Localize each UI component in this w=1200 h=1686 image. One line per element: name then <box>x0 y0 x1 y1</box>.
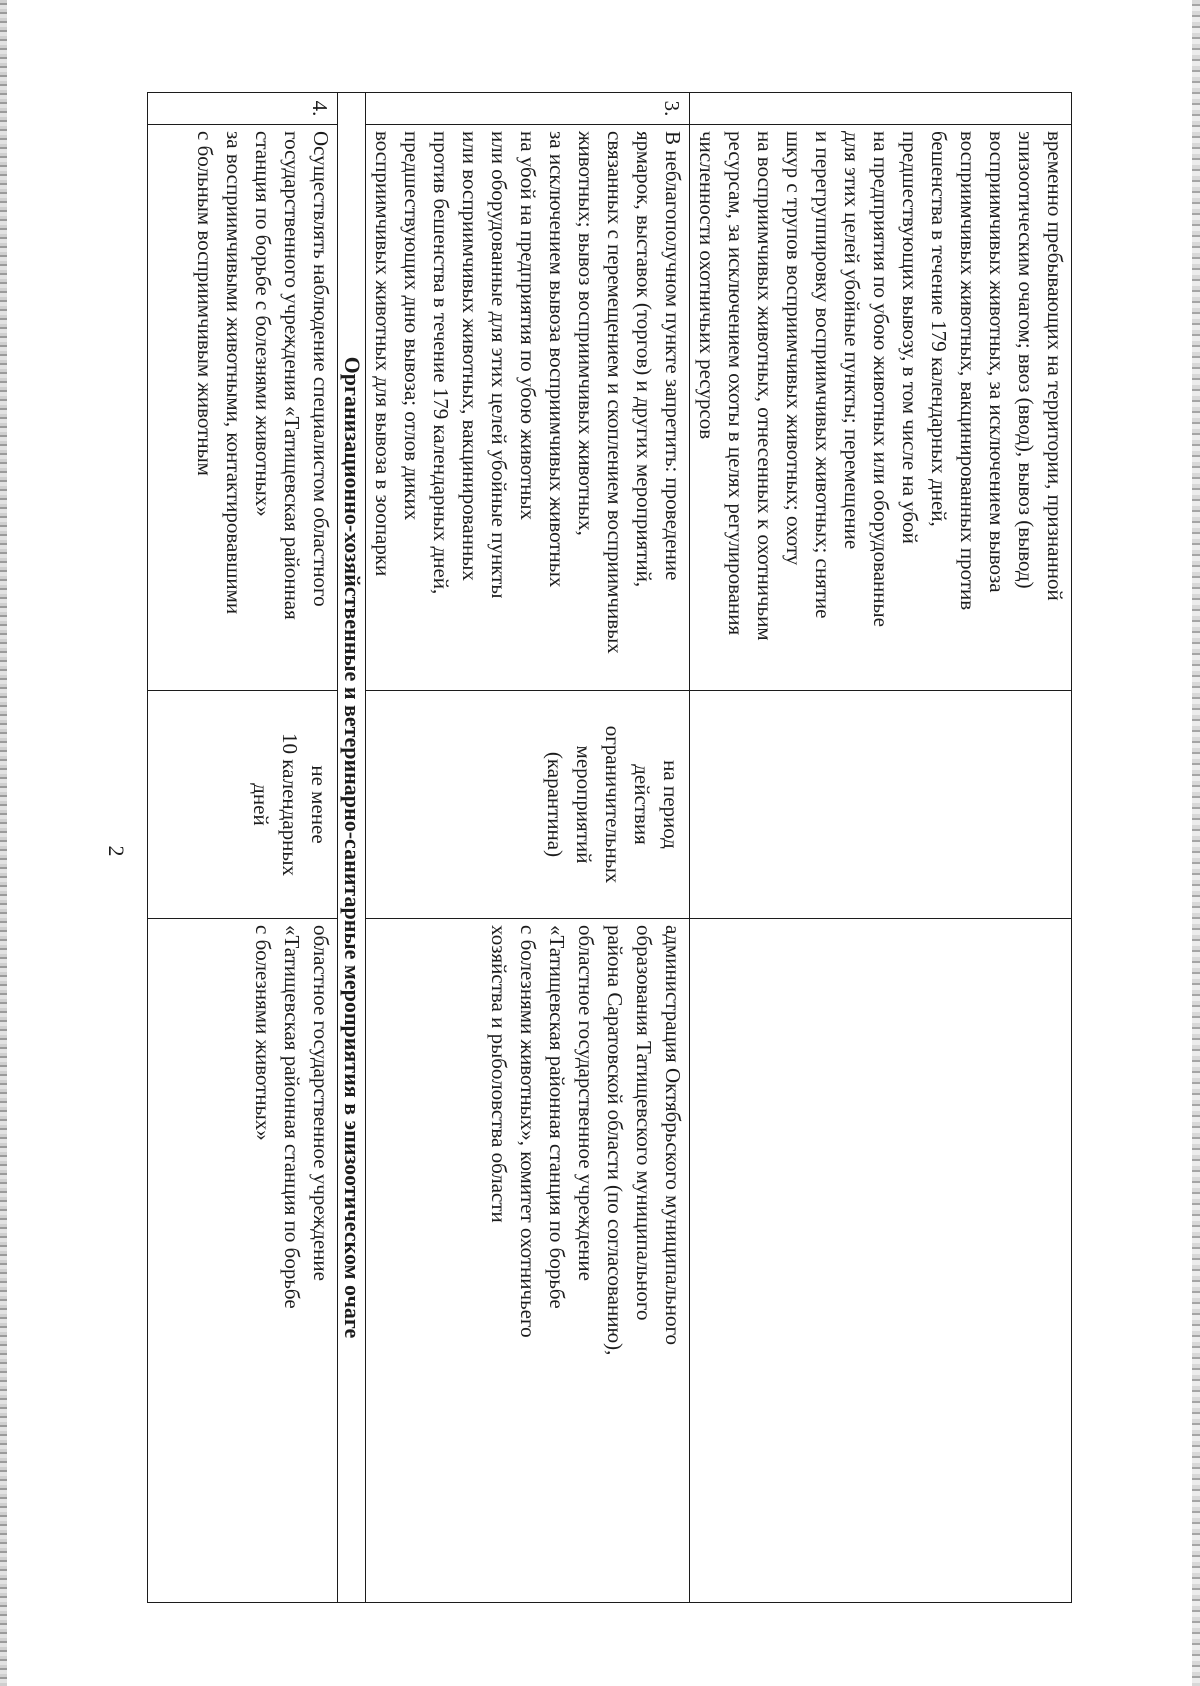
text-line: бешенства в течение 179 календарных дней, <box>927 131 951 527</box>
text-line: государственного учреждения «Татищевская районная <box>280 131 304 620</box>
page-number: 2 <box>104 845 129 857</box>
section-heading-row <box>338 93 366 1603</box>
text-line: на восприимчивых животных, отнесенных к охотничьим <box>753 131 777 641</box>
text-line: восприимчивых животных, вакцинированных против <box>956 131 980 611</box>
scan-edge-right <box>1192 0 1200 1686</box>
text-line: животных; вывоз восприимчивых животных, <box>574 131 598 536</box>
term-cell <box>366 691 690 919</box>
text-line: против бешенства в течение 179 календарных дней, <box>429 131 453 595</box>
text-line: «Татищевская районная станция по борьбе <box>545 925 569 1309</box>
text-line: с болезнями животных», комитет охотничьего <box>516 925 540 1338</box>
text-line: образования Татищевского муниципального <box>632 925 656 1321</box>
text-line: за восприимчивыми животными, контактировавшими <box>222 131 246 615</box>
measures-table <box>147 92 1072 1603</box>
text-line: станция по борьбе с болезнями животных» <box>251 131 275 517</box>
text-line: ограничительных <box>601 725 625 884</box>
text-line: с больным восприимчивым животным <box>193 131 217 476</box>
rotated-page-content <box>168 92 1072 1602</box>
text-line: предшествующих вывозу, в том числе на убой <box>898 131 922 544</box>
term-cell <box>690 691 1072 919</box>
text-line: областное государственное учреждение <box>309 925 333 1281</box>
table-row-4 <box>148 93 338 1603</box>
row-number-cell: 3. <box>366 93 690 125</box>
text-line: временно пребывающих на территории, признанной <box>1043 131 1067 601</box>
text-line: администрация Октябрьского муниципального <box>661 925 685 1346</box>
row-number-cell <box>690 93 1072 125</box>
measure-cell <box>690 125 1072 691</box>
text-line: или восприимчивых животных, вакцинированных <box>458 131 482 581</box>
executors-cell <box>148 919 338 1603</box>
text-line: В неблагополучном пункте запретить: проведение <box>661 131 685 581</box>
text-line: мероприятий <box>572 745 596 864</box>
text-line: действия <box>630 764 654 845</box>
text-line: на убой на предприятия по убою животных <box>516 131 540 521</box>
row-number-cell: 4. <box>148 93 338 125</box>
measure-cell <box>148 125 338 691</box>
text-line: численности охотничьих ресурсов <box>695 131 719 440</box>
text-line: за исключением вывоза восприимчивых животных <box>545 131 569 588</box>
text-line: района Саратовской области (по согласованию), <box>603 925 627 1356</box>
text-line: (карантина) <box>543 751 567 858</box>
text-line: на предприятия по убою животных или оборудованные <box>869 131 893 627</box>
text-line: и перегруппировку восприимчивых животных; снятие <box>811 131 835 619</box>
measure-cell <box>366 125 690 691</box>
text-line: не менее <box>307 765 331 844</box>
executors-cell <box>366 919 690 1603</box>
text-line: предшествующих дню вывоза; отлов диких <box>400 131 424 521</box>
text-line: восприимчивых животных, за исключением вывоза <box>985 131 1009 593</box>
text-line: с болезнями животных» <box>251 925 275 1141</box>
text-line: эпизоотическим очагом; ввоз (ввод), вывоз (вывод) <box>1014 131 1038 589</box>
text-line: «Татищевская районная станция по борьбе <box>280 925 304 1309</box>
text-line: хозяйства и рыболовства области <box>487 925 511 1223</box>
text-line: на период <box>659 760 683 849</box>
text-line: дней <box>249 783 273 826</box>
text-line: ресурсам, за исключением охоты в целях регулирования <box>724 131 748 636</box>
text-line: связанных с перемещением и скоплением восприимчивых <box>603 131 627 654</box>
table-row-continued <box>690 93 1072 1603</box>
text-line: для этих целей убойные пункты; перемещение <box>840 131 864 550</box>
scan-edge-left <box>0 0 7 1686</box>
text-line: областное государственное учреждение <box>574 925 598 1281</box>
text-line: восприимчивых животных для вывоза в зоопарки <box>371 131 395 577</box>
term-cell <box>148 691 338 919</box>
section-heading: Организационно-хозяйственные и ветеринарно-санитарные мероприятия в эпизоотическом очаге <box>338 93 366 1603</box>
executors-cell <box>690 919 1072 1603</box>
table-row-3 <box>366 93 690 1603</box>
text-line: шкур с трупов восприимчивых животных; охоту <box>782 131 806 566</box>
text-line: ярмарок, выставок (торгов) и других мероприятий, <box>632 131 656 588</box>
text-line: 10 календарных <box>278 732 302 877</box>
text-line: или оборудованные для этих целей убойные пункты <box>487 131 511 599</box>
text-line: Осуществлять наблюдение специалистом областного <box>309 131 333 607</box>
